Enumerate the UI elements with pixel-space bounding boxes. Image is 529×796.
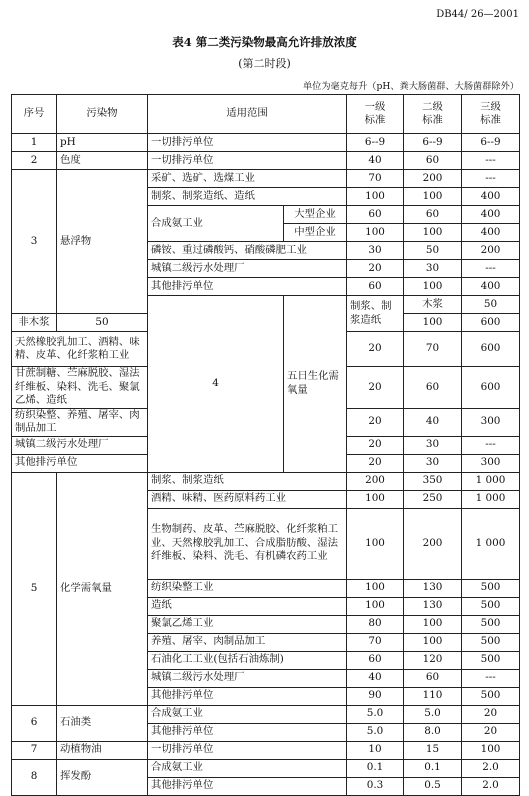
row-pollutant: pH (57, 134, 148, 152)
table-subtitle: (第二时段) (238, 57, 291, 70)
row-grade2: 0.1 (404, 759, 462, 777)
row-grade3: 200 (462, 242, 520, 260)
row-seq: 3 (12, 170, 57, 314)
row-grade2: 200 (404, 170, 462, 188)
row-grade1: 60 (347, 278, 404, 296)
row-grade1: 20 (347, 367, 404, 409)
row-scope: 其他排污单位 (148, 687, 347, 705)
row-grade3: 1 000 (462, 490, 520, 508)
row-seq: 1 (12, 134, 57, 152)
row-scope: 磷铵、重过磷酸钙、硝酸磷肥工业 (148, 242, 347, 260)
row-scope: 石油化工工业(包括石油炼制) (148, 651, 347, 669)
row-scope: 天然橡胶乳加工、酒精、味精、皮革、化纤浆粕工业 (12, 332, 148, 367)
row-grade1: 5.0 (347, 723, 404, 741)
row-grade2: 110 (404, 687, 462, 705)
row-pollutant: 挥发酚 (57, 759, 148, 795)
row-grade3: 600 (462, 314, 520, 332)
row-grade3: --- (462, 436, 520, 454)
row-grade3: --- (462, 170, 520, 188)
row-subscope: 木浆 (404, 296, 462, 314)
row-seq: 4 (148, 296, 284, 473)
row-grade1: 80 (347, 615, 404, 633)
header-grade1: 一级 标准 (347, 95, 404, 134)
row-scope: 养殖、屠宰、肉制品加工 (148, 633, 347, 651)
row-scope: 纺织染整、养殖、屠宰、肉制品加工 (12, 408, 148, 436)
header-scope: 适用范围 (148, 95, 347, 134)
row-grade3: 20 (462, 723, 520, 741)
table-row (12, 170, 520, 188)
row-scope: 一切排污单位 (148, 741, 347, 759)
row-scope: 城镇二级污水处理厂 (148, 669, 347, 687)
row-scope: 制浆、制浆造纸、造纸 (148, 188, 347, 206)
row-grade1: 100 (347, 597, 404, 615)
table-row (12, 741, 520, 759)
row-scope: 甘蔗制糖、苎麻脱胶、湿法纤维板、染料、洗毛、聚氯乙烯、造纸 (12, 367, 148, 409)
row-grade1: 200 (347, 472, 404, 490)
row-grade1: 20 (347, 332, 404, 367)
row-grade3: 1 000 (462, 508, 520, 579)
row-grade3: 500 (462, 579, 520, 597)
row-grade2: 60 (404, 367, 462, 409)
row-grade2: 70 (404, 332, 462, 367)
row-grade3: 300 (462, 454, 520, 472)
row-grade2: 15 (404, 741, 462, 759)
row-subscope: 大型企业 (284, 206, 347, 224)
row-grade2: 100 (404, 278, 462, 296)
row-pollutant: 动植物油 (57, 741, 148, 759)
document-id: DB44/ 26—2001 (436, 9, 519, 20)
row-grade1: 100 (347, 579, 404, 597)
row-pollutant: 石油类 (57, 705, 148, 741)
row-grade1: 6--9 (347, 134, 404, 152)
row-grade1: 60 (347, 206, 404, 224)
row-grade1: 70 (347, 170, 404, 188)
row-grade2: 100 (404, 633, 462, 651)
header-pollutant: 污染物 (57, 95, 148, 134)
row-pollutant: 五日生化需氧量 (284, 296, 347, 473)
row-scope: 生物制药、皮革、苎麻脱胶、化纤浆粕工业、天然橡胶乳加工、合成脂肪酸、湿法纤维板、染料、洗毛、有机磷农药工业 (148, 508, 347, 579)
row-grade1: 0.3 (347, 777, 404, 795)
row-grade3: 2.0 (462, 777, 520, 795)
row-grade3: 400 (462, 278, 520, 296)
row-grade1: 100 (347, 224, 404, 242)
table-row (12, 134, 520, 152)
row-grade2: 120 (404, 651, 462, 669)
row-grade2: 60 (404, 152, 462, 170)
row-grade3: 500 (462, 597, 520, 615)
row-grade2: 30 (404, 436, 462, 454)
row-grade3: 400 (462, 206, 520, 224)
row-pollutant: 化学需氧量 (57, 472, 148, 705)
row-seq: 8 (12, 759, 57, 795)
row-subscope: 非木浆 (12, 314, 57, 332)
header-row (12, 95, 520, 134)
row-grade1: 10 (347, 741, 404, 759)
row-scope: 合成氨工业 (148, 759, 347, 777)
row-grade2: 0.5 (404, 777, 462, 795)
row-seq: 6 (12, 705, 57, 741)
row-grade2: 100 (404, 615, 462, 633)
row-scope: 合成氨工业 (148, 206, 284, 242)
row-grade3: --- (462, 260, 520, 278)
row-grade1: 50 (462, 296, 520, 314)
row-scope: 其他排污单位 (148, 777, 347, 795)
row-grade1: 20 (347, 260, 404, 278)
row-scope: 一切排污单位 (148, 152, 347, 170)
table-row (12, 705, 520, 723)
row-grade2: 40 (404, 408, 462, 436)
row-scope: 采矿、选矿、选煤工业 (148, 170, 347, 188)
row-grade1: 100 (347, 188, 404, 206)
row-seq: 7 (12, 741, 57, 759)
row-scope: 其他排污单位 (148, 278, 347, 296)
table-row (12, 472, 520, 490)
header-grade2: 二级 标准 (404, 95, 462, 134)
row-grade3: --- (462, 152, 520, 170)
unit-note: 单位为毫克每升（pH、粪大肠菌群、大肠菌群除外） (302, 81, 519, 92)
row-pollutant: 色度 (57, 152, 148, 170)
row-grade2: 30 (404, 260, 462, 278)
row-grade3: 500 (462, 651, 520, 669)
row-grade2: 350 (404, 472, 462, 490)
row-grade3: 100 (462, 741, 520, 759)
row-grade3: --- (462, 669, 520, 687)
row-grade2: 60 (404, 669, 462, 687)
row-grade1: 5.0 (347, 705, 404, 723)
row-grade2: 130 (404, 597, 462, 615)
row-grade1: 40 (347, 152, 404, 170)
row-grade1: 20 (347, 436, 404, 454)
row-grade1: 30 (347, 242, 404, 260)
row-seq: 2 (12, 152, 57, 170)
row-grade3: 500 (462, 615, 520, 633)
row-scope: 其他排污单位 (12, 454, 148, 472)
table-title: 表4 第二类污染物最高允许排放浓度 (172, 35, 357, 49)
row-grade1: 50 (57, 314, 148, 332)
header-seq: 序号 (12, 95, 57, 134)
row-scope: 制浆、制浆造纸 (347, 296, 404, 332)
row-grade3: 500 (462, 687, 520, 705)
table-row (12, 759, 520, 777)
row-grade2: 250 (404, 490, 462, 508)
row-subscope: 中型企业 (284, 224, 347, 242)
row-scope: 城镇二级污水处理厂 (12, 436, 148, 454)
row-grade1: 60 (347, 651, 404, 669)
header-grade3: 三级 标准 (462, 95, 520, 134)
row-grade3: 400 (462, 224, 520, 242)
row-seq: 5 (12, 472, 57, 705)
row-grade2: 8.0 (404, 723, 462, 741)
row-grade3: 6--9 (462, 134, 520, 152)
row-grade1: 0.1 (347, 759, 404, 777)
row-scope: 一切排污单位 (148, 134, 347, 152)
table-row (12, 152, 520, 170)
row-grade3: 300 (462, 408, 520, 436)
row-grade1: 20 (347, 408, 404, 436)
row-scope: 城镇二级污水处理厂 (148, 260, 347, 278)
row-grade2: 130 (404, 579, 462, 597)
row-grade1: 90 (347, 687, 404, 705)
row-grade2: 100 (404, 224, 462, 242)
row-grade3: 1 000 (462, 472, 520, 490)
row-grade2: 100 (404, 314, 462, 332)
row-scope: 合成氨工业 (148, 705, 347, 723)
row-grade3: 2.0 (462, 759, 520, 777)
row-grade3: 500 (462, 633, 520, 651)
row-grade3: 600 (462, 367, 520, 409)
row-grade1: 100 (347, 508, 404, 579)
row-grade3: 400 (462, 188, 520, 206)
row-scope: 制浆、制浆造纸 (148, 472, 347, 490)
row-grade2: 200 (404, 508, 462, 579)
row-scope: 造纸 (148, 597, 347, 615)
row-grade3: 20 (462, 705, 520, 723)
row-scope: 酒精、味精、医药原料药工业 (148, 490, 347, 508)
row-grade1: 40 (347, 669, 404, 687)
row-grade2: 30 (404, 454, 462, 472)
row-grade1: 100 (347, 490, 404, 508)
row-scope: 聚氯乙烯工业 (148, 615, 347, 633)
row-grade2: 6--9 (404, 134, 462, 152)
row-pollutant: 悬浮物 (57, 170, 148, 314)
row-grade2: 50 (404, 242, 462, 260)
row-scope: 纺织染整工业 (148, 579, 347, 597)
row-grade3: 600 (462, 332, 520, 367)
pollutant-limit-table (11, 94, 520, 796)
row-grade2: 100 (404, 188, 462, 206)
row-grade2: 60 (404, 206, 462, 224)
row-grade2: 5.0 (404, 705, 462, 723)
row-scope: 其他排污单位 (148, 723, 347, 741)
row-grade1: 20 (347, 454, 404, 472)
row-grade1: 70 (347, 633, 404, 651)
